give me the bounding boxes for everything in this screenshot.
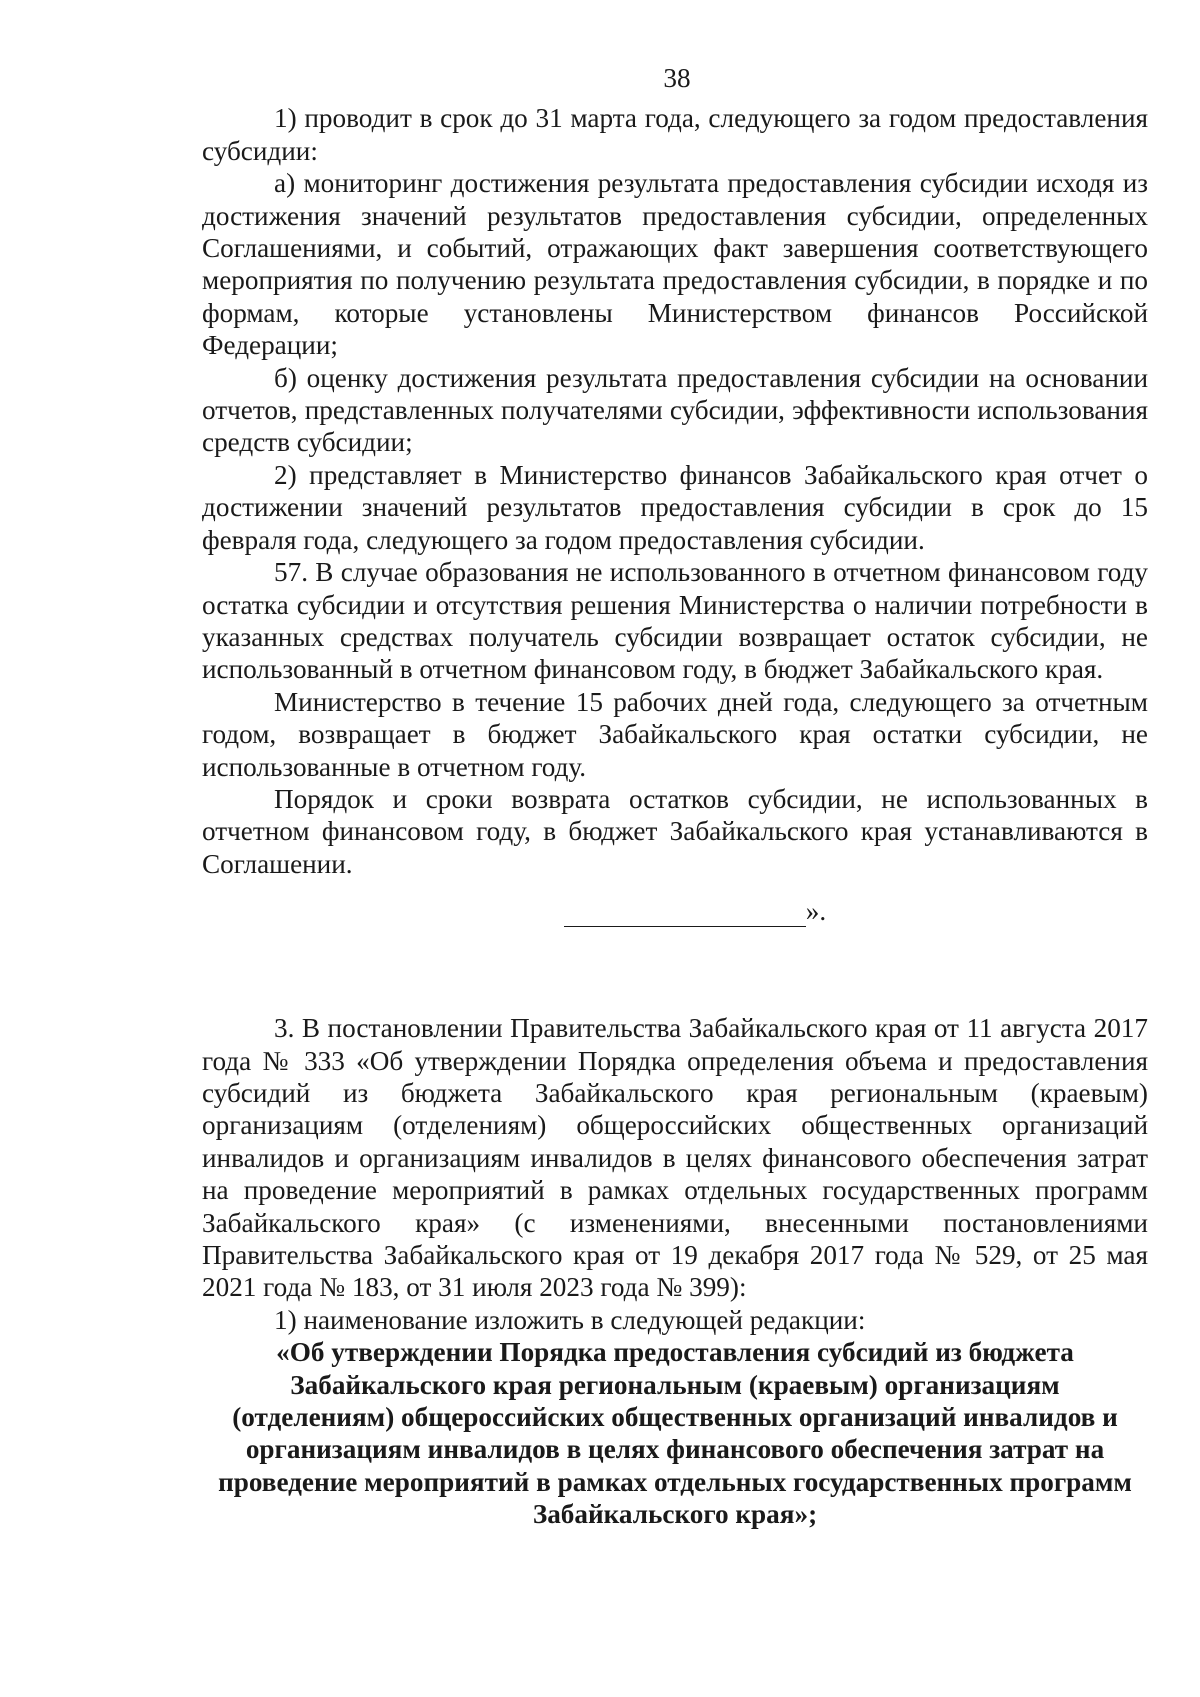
- paragraph-ministry-return: Министерство в течение 15 рабочих дней года, следующего за отчетным годом, возвращает в бюджет Забайкальского края остатки субсидии, не использованные в отчетном году.: [202, 686, 1148, 782]
- paragraph-clause-3: 3. В постановлении Правительства Забайкальского края от 11 августа 2017 года № 333 «Об утверждении Порядка определения объема и предоставления субсидий из бюджета Забайкальского края региональным (краевым) организациям (отделениям) общероссийских общественных организаций инвалидов и организациям инвалидов в целях финансового обеспечения затрат на проведение мероприятий в рамках отдельных государственных программ Забайкальского края» (с изменениями, внесенными постановлениями Правительства Забайкальского края от 19 декабря 2017 года № 529, от 25 мая 2021 года № 183, от 31 июля 2023 года № 399):: [202, 1013, 1148, 1303]
- paragraph-item-1b: б) оценку достижения результата предоставления субсидии на основании отчетов, представленных получателями субсидии, эффективности использования средств субсидии;: [202, 362, 1148, 458]
- paragraph-clause-3-item-1: 1) наименование изложить в следующей редакции:: [274, 1304, 866, 1335]
- separator-rule: [564, 896, 806, 927]
- paragraph-item-1a: а) мониторинг достижения результата предоставления субсидии исходя из достижения значений результатов предоставления субсидии, определенных Соглашениями, и событий, отражающих факт завершения соответствующего мероприятия по получению результата предоставления субсидии, в порядке и по формам, которые установлены Министерством финансов Российской Федерации;: [202, 168, 1148, 361]
- paragraph-item-1: 1) проводит в срок до 31 марта года, следующего за годом предоставления субсидии:: [202, 103, 1148, 166]
- section-end-separator: [202, 894, 1148, 950]
- paragraph-return-procedure: Порядок и сроки возврата остатков субсидии, не использованных в отчетном финансовом году, в бюджет Забайкальского края устанавливаются в Соглашении.: [202, 783, 1148, 879]
- paragraph-item-2: 2) представляет в Министерство финансов Забайкальского края отчет о достижении значений результатов предоставления субсидии в срок до 15 февраля года, следующего за годом предоставления субсидии.: [202, 459, 1148, 555]
- document-page: [202, 62, 1148, 1531]
- page-number: 38: [663, 63, 691, 93]
- new-title-text: «Об утверждении Порядка предоставления субсидий из бюджета Забайкальского края региональным (краевым) организациям (отделениям) общероссийских общественных организаций инвалидов и организациям инвалидов в целях финансового обеспечения затрат на проведение мероприятий в рамках отдельных государственных программ Забайкальского края»;: [218, 1337, 1132, 1530]
- closing-quote: ».: [805, 895, 827, 926]
- paragraph-clause-57: 57. В случае образования не использованного в отчетном финансовом году остатка субсидии и отсутствия решения Министерства о наличии потребности в указанных средствах получатель субсидии возвращает остаток субсидии, не использованный в отчетном финансовом году, в бюджет Забайкальского края.: [202, 557, 1148, 685]
